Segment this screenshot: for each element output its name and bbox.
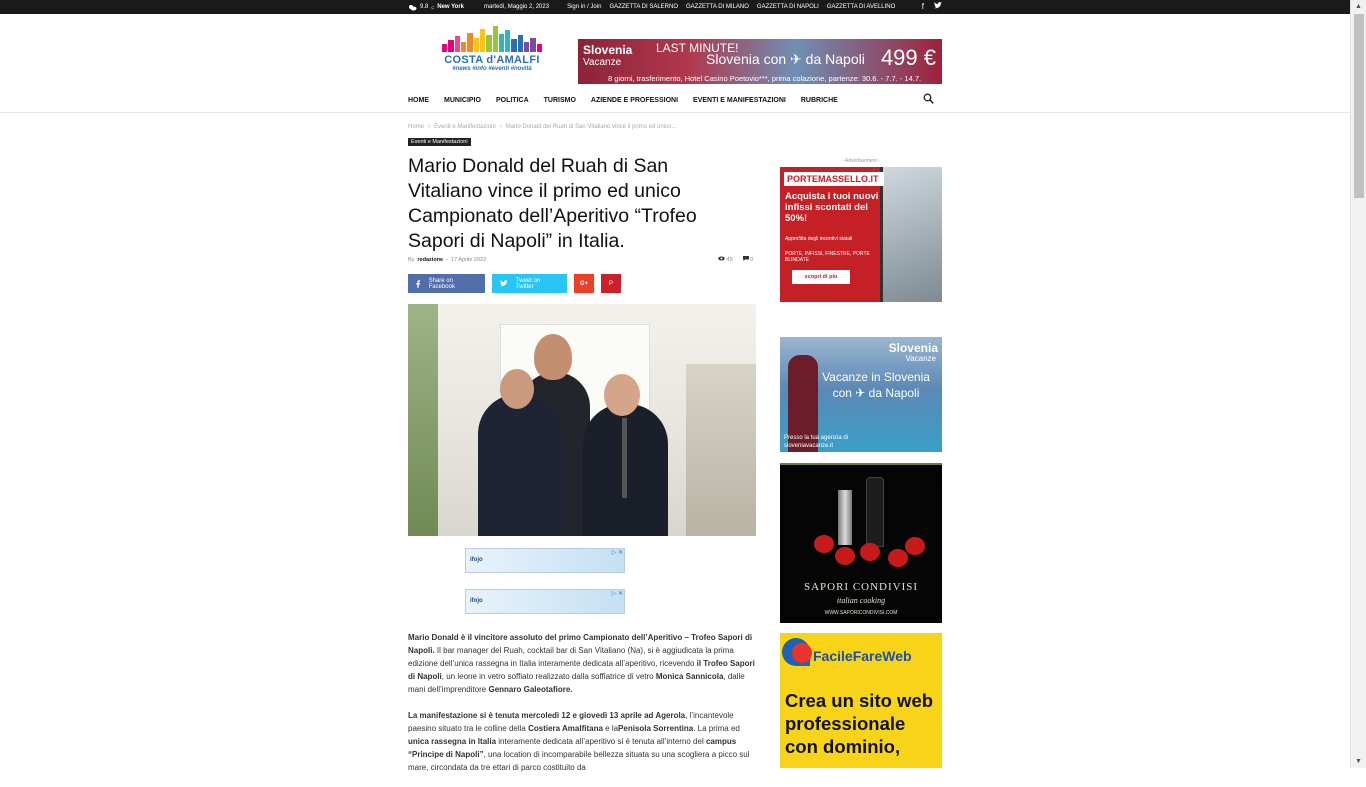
views-count (718, 256, 733, 263)
text: , dalle mani dell’imprenditore (408, 672, 745, 694)
inline-ad-2[interactable] (465, 589, 625, 614)
tomato-image (888, 549, 908, 567)
logo-tagline: #news #info #eventi #novità (452, 66, 532, 72)
temperature-unit: C (431, 4, 435, 10)
ad2-footer-line1: Presso la tua agenzia di (784, 435, 849, 441)
nav-item-home[interactable]: HOME (408, 96, 429, 104)
page-scrollbar[interactable] (1350, 0, 1366, 768)
article-meta (408, 257, 486, 263)
twitter-icon[interactable] (934, 2, 942, 11)
text: , l’incantevole paesino situato tra le colline della (408, 711, 734, 733)
ad-price: 499 € (880, 45, 936, 70)
ad4-text: Crea un sito web professionale con dominio, (785, 690, 934, 757)
ad4-brand: FacileFareWeb (813, 648, 912, 664)
tomato-image (860, 543, 880, 561)
main-navigation (408, 92, 942, 108)
scroll-up-icon[interactable]: ▲ (1355, 3, 1362, 10)
author-link[interactable]: redazione (417, 257, 444, 263)
display-shelf (686, 364, 756, 536)
text-bold: Mario Donald è il vincitore assoluto del primo Campionato dell’Aperitivo – Trofeo Sapori di Napoli. (408, 633, 753, 655)
tomato-image (814, 535, 834, 553)
top-link-avellino[interactable]: GAZZETTA DI AVELLINO (826, 4, 896, 10)
breadcrumb-separator: › (499, 124, 502, 130)
eye-icon (718, 256, 725, 261)
window-image (880, 167, 942, 302)
sign-in-link[interactable]: Sign in / Join (567, 4, 602, 10)
top-link-milano[interactable]: GAZZETTA DI MILANO (686, 4, 749, 10)
sidebar-ad-slovenia[interactable] (780, 337, 942, 452)
tomato-image (835, 547, 855, 565)
site-logo[interactable] (436, 26, 548, 76)
facilefareweb-logo-dot (792, 643, 812, 663)
ad-footer-text: 8 giorni, trasferimento, Hotel Casino Poetovio***, prima colazione, partenze: 30.6. - 7.7. - 14.7. (608, 74, 922, 83)
inline-ad-1[interactable] (465, 548, 625, 573)
equalizer-logo-graphic (442, 26, 542, 52)
text: , una location di incomparabile bellezza situata su una scogliera a picco sul mare, circondata da tre ettari di parco costituito da (408, 750, 750, 772)
nav-item-turismo[interactable]: TURISMO (543, 96, 576, 104)
meta-separator: - (446, 257, 448, 263)
inline-ad-label: ifojo (470, 557, 483, 563)
text-bold: Penisola Sorrentina (618, 724, 694, 733)
text: , un leone in vetro soffiato realizzato dalla soffiatrice di vetro (441, 672, 656, 681)
sidebar-ad-sapori-condivisi[interactable] (780, 463, 942, 623)
share-facebook-label: Share on Facebook (428, 277, 455, 290)
publish-date: 17 Aprile 2023 (450, 257, 487, 263)
person-left-head (500, 369, 534, 409)
necktie (622, 418, 627, 498)
top-link-salerno[interactable]: GAZZETTA DI SALERNO (609, 4, 679, 10)
ad3-title: SAPORI CONDIVISI (803, 581, 919, 593)
current-date: martedì, Maggio 2, 2023 (484, 4, 550, 10)
text-bold: La manifestazione si è tenuta mercoledì 12 e giovedì 13 aprile ad Agerola (408, 711, 686, 720)
person-right-head (604, 374, 640, 416)
text-bold: unica rassegna in Italia (408, 737, 497, 746)
ad2-brand: Slovenia (888, 341, 938, 355)
comments-count[interactable] (743, 256, 754, 263)
views-value: 45 (726, 257, 733, 263)
share-twitter-label: Tweet on Twitter (515, 277, 541, 290)
adchoices-icon[interactable]: ▷ ✕ (611, 591, 623, 597)
inline-ad-label: ifojo (470, 598, 483, 604)
ad2-text: Vacanze in Slovenia con ✈ da Napoli (822, 370, 930, 400)
wine-bottle-image (866, 477, 884, 547)
city-name: New York (437, 4, 465, 10)
scrollbar-thumb[interactable] (1354, 14, 1364, 198)
article-body (408, 631, 756, 787)
text-bold: Gennaro Galeotafiore. (488, 685, 573, 694)
nav-item-politica[interactable]: POLITICA (495, 96, 529, 104)
article-paragraph (408, 709, 756, 774)
top-links (567, 4, 895, 10)
comment-icon (743, 256, 749, 261)
breadcrumb-home[interactable]: Home (408, 124, 425, 130)
share-pinterest-button[interactable]: P (601, 274, 621, 293)
nav-divider (0, 112, 1350, 113)
text: e la (602, 724, 619, 733)
twitter-icon (500, 280, 508, 287)
facebook-icon[interactable]: f (921, 2, 924, 11)
share-buttons (408, 274, 621, 293)
ad-brand-sub: Vacanze (583, 57, 622, 68)
sidebar-ad-portemassello[interactable] (780, 167, 942, 302)
advertisement-label: - Advertisement - (842, 158, 880, 164)
nav-item-eventi[interactable]: EVENTI E MANIFESTAZIONI (693, 96, 786, 104)
ad1-brand: PORTEMASSELLO.IT (784, 172, 884, 186)
share-googleplus-button[interactable]: G+ (574, 274, 594, 293)
ad-brand: Slovenia (583, 43, 633, 57)
nav-item-aziende[interactable]: AZIENDE E PROFESSIONI (590, 96, 679, 104)
ad2-brand-sub: Vacanze (905, 354, 936, 363)
breadcrumb-category[interactable]: Eventi e Manifestazioni (434, 124, 496, 130)
header-banner-ad[interactable] (578, 39, 942, 84)
text-bold: Costiera Amalfitana (528, 724, 603, 733)
sidebar-ad-facilefareweb[interactable] (780, 633, 942, 768)
text: Il bar manager del Ruah, cocktail bar di San Vitaliano (Na), si è aggiudicata la prima edizione dell’unica rassegna in Italia interamente dedicata all’aperitivo, ricevendo (408, 646, 734, 668)
comments-value: 0 (750, 257, 754, 263)
ad-last-minute: LAST MINUTE! (656, 41, 739, 55)
scroll-down-icon[interactable]: ▼ (1355, 758, 1362, 765)
nav-item-municipio[interactable]: MUNICIPIO (444, 96, 481, 104)
person-center-head (534, 334, 572, 380)
article-featured-image (408, 304, 756, 536)
ad2-footer-line2: sloveniavacanze.it (784, 443, 834, 449)
facebook-icon (416, 280, 421, 288)
weather-widget (408, 4, 464, 11)
breadcrumb-separator: › (428, 124, 431, 130)
share-facebook-button[interactable] (408, 274, 485, 293)
article-title: Mario Donald del Ruah di San Vitaliano vince il primo ed unico Campionato dell’Aperitivo “Trofeo Sapori di Napoli” in Italia. (408, 155, 697, 252)
ad2-footer (784, 434, 848, 450)
ad3-url: WWW.SAPORICONDIVISI.COM (824, 610, 898, 616)
pepper-mill-image (838, 490, 852, 545)
ad-main-text: Slovenia con ✈ da Napoli (706, 51, 865, 67)
social-links (922, 2, 942, 11)
breadcrumb-current: Mario Donald del Ruah di San Vitaliano vince il primo ed unico... (505, 124, 677, 130)
plant-decoration (408, 304, 438, 536)
text-bold: campus “Principe di Napoli” (408, 737, 737, 759)
ad3-subtitle: italian cooking (836, 596, 886, 605)
ad1-headline: Acquista i tuoi nuovi infissi scontati del 50%! (785, 191, 879, 224)
article-stats (718, 256, 753, 263)
tomato-image (905, 537, 925, 555)
nav-item-rubriche[interactable]: RUBRICHE (800, 96, 838, 104)
top-bar (0, 0, 1350, 14)
temperature: 9.8 (420, 4, 429, 10)
logo-name: COSTA d'AMALFI (444, 54, 540, 66)
category-tag[interactable]: Eventi e Manifestazioni (408, 138, 471, 146)
text-bold: Monica Sannicola (655, 672, 724, 681)
cloud-sun-icon (408, 4, 417, 11)
ad1-cta-button[interactable]: scopri di più (792, 270, 850, 284)
adchoices-icon[interactable]: ▷ ✕ (611, 550, 623, 556)
person-left (478, 394, 563, 536)
share-twitter-button[interactable] (492, 274, 567, 293)
ad1-subtext: Approfitta degli incentivi statali (785, 236, 853, 242)
text: interamente dedicata all’aperitivo si è tenuta all’interno del (496, 737, 706, 746)
article-paragraph (408, 631, 756, 696)
text-bold: il Trofeo Sapori di Napoli (408, 659, 755, 681)
top-link-napoli[interactable]: GAZZETTA DI NAPOLI (756, 4, 819, 10)
text: . La prima ed (693, 724, 740, 733)
by-label: By (408, 257, 415, 263)
ad1-products: PORTE, INFISSI, FINESTRE, PORTE BLINDATE (785, 251, 870, 263)
breadcrumb (408, 124, 676, 130)
search-icon[interactable] (923, 93, 934, 104)
